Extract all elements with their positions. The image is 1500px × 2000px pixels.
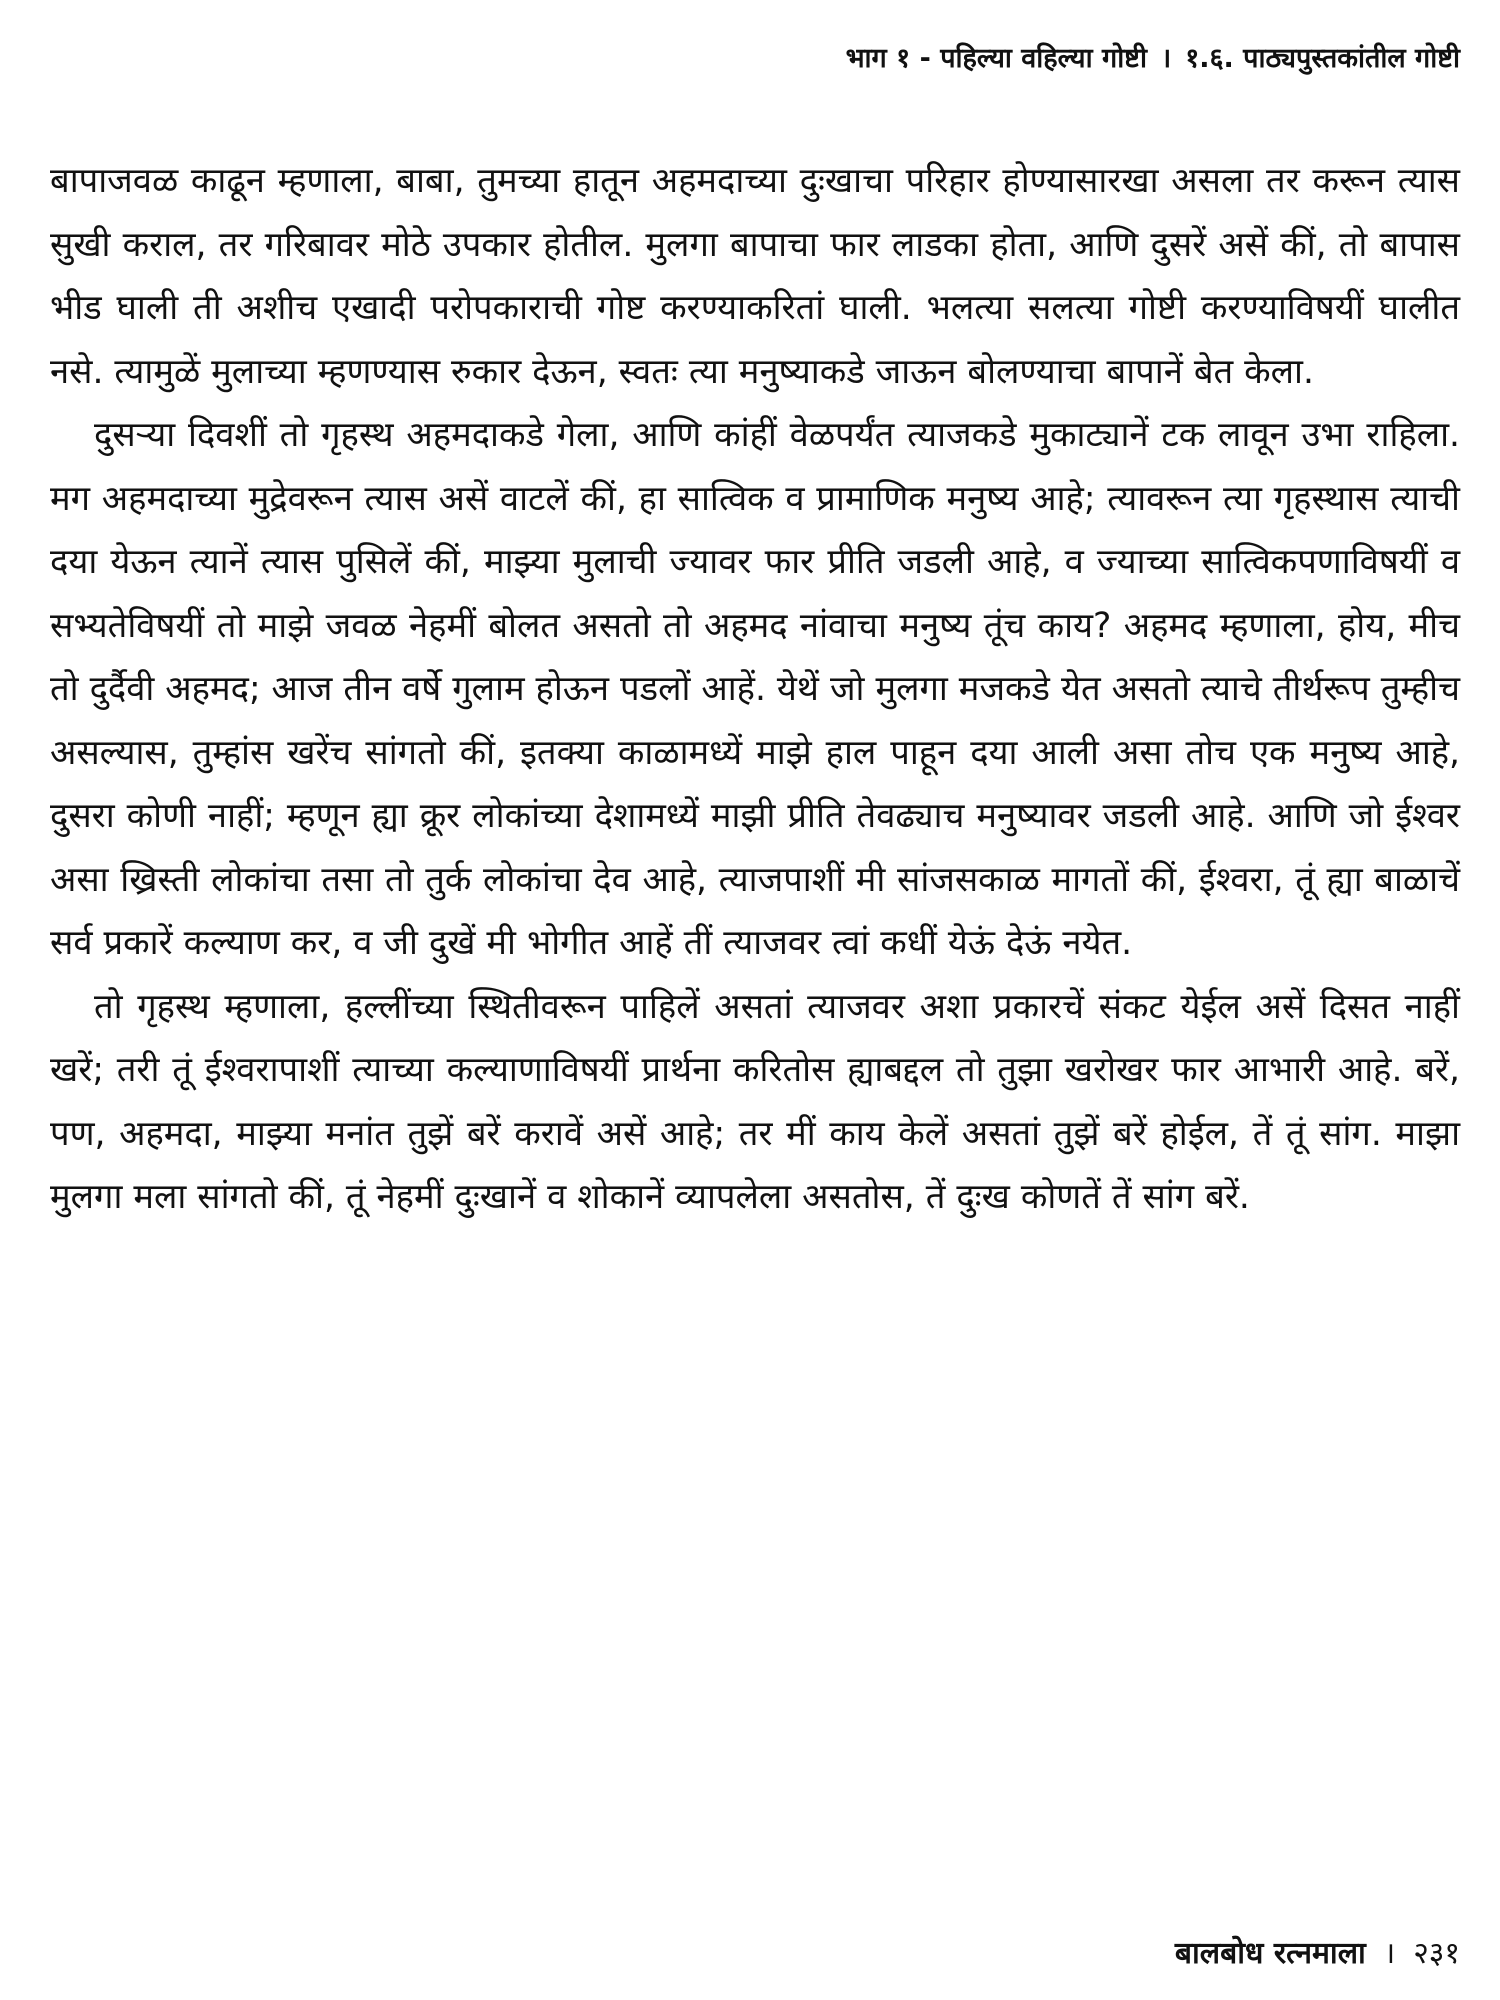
page-number: २३१	[1413, 1936, 1460, 1971]
header-separator: ।	[1160, 43, 1172, 74]
paragraph-3: तो गृहस्थ म्हणाला, हल्लींच्या स्थितीवरून पाहिलें असतां त्याजवर अशा प्रकारचें संकट येईल असें दिसत नाहीं खरें; तरी तूं ईश्वरापाशीं त्याच्या कल्याणाविषयीं प्रार्थना करितोस ह्याबद्दल तो तुझा खरोखर फार आभारी आहे. बरें, पण, अहमदा, माझ्या मनांत तुझें बरें करावें असें आहे; तर मीं काय केलें असतां तुझें बरें होईल, तें तूं सांग. माझा मुलगा मला सांगतो कीं, तूं नेहमीं दुःखानें व शोकानें व्यापलेला असतोस, तें दुःख कोणतें तें सांग बरें.	[50, 986, 1460, 1217]
running-header	[40, 38, 1460, 75]
paragraph-1: बापाजवळ काढून म्हणाला, बाबा, तुमच्या हातून अहमदाच्या दुःखाचा परिहार होण्यासारखा असला तर करून त्यास सुखी कराल, तर गरिबावर मोठे उपकार होतील. मुलगा बापाचा फार लाडका होता, आणि दुसरें असें कीं, तो बापास भीड घाली ती अशीच एखादी परोपकाराची गोष्ट करण्याकरितां घाली. भलत्या सलत्या गोष्टी करण्याविषयीं घालीत नसे. त्यामुळें मुलाच्या म्हणण्यास रुकार देऊन, स्वतः त्या मनुष्याकडे जाऊन बोलण्याचा बापानें बेत केला.	[50, 161, 1460, 392]
page-footer	[1175, 1931, 1460, 1972]
body-text	[50, 150, 1460, 1230]
header-part-title: भाग १ - पहिल्या वहिल्या गोष्टी	[845, 43, 1147, 74]
footer-separator: ।	[1383, 1936, 1396, 1971]
header-section-title: १.६. पाठ्यपुस्तकांतील गोष्टी	[1185, 43, 1460, 74]
paragraph-2: दुसऱ्या दिवशीं तो गृहस्थ अहमदाकडे गेला, आणि कांहीं वेळपर्यंत त्याजकडे मुकाट्यानें टक लावून उभा राहिला. मग अहमदाच्या मुद्रेवरून त्यास असें वाटलें कीं, हा सात्विक व प्रामाणिक मनुष्य आहे; त्यावरून त्या गृहस्थास त्याची दया येऊन त्यानें त्यास पुसिलें कीं, माझ्या मुलाची ज्यावर फार प्रीति जडली आहे, व ज्याच्या सात्विकपणाविषयीं व सभ्यतेविषयीं तो माझे जवळ नेहमीं बोलत असतो तो अहमद नांवाचा मनुष्य तूंच काय? अहमद म्हणाला, होय, मीच तो दुर्दैवी अहमद; आज तीन वर्षे गुलाम होऊन पडलों आहें. येथें जो मुलगा मजकडे येत असतो त्याचे तीर्थरूप तुम्हीच असल्यास, तुम्हांस खरेंच सांगतो कीं, इतक्या काळामध्यें माझे हाल पाहून दया आली असा तोच एक मनुष्य आहे, दुसरा कोणी नाहीं; म्हणून ह्या क्रूर लोकांच्या देशामध्यें माझी प्रीति तेवढ्याच मनुष्यावर जडली आहे. आणि जो ईश्वर असा ख्रिस्ती लोकांचा तसा तो तुर्क लोकांचा देव आहे, त्याजपाशीं मी सांजसकाळ मागतों कीं, ईश्वरा, तूं ह्या बाळाचें सर्व प्रकारें कल्याण कर, व जी दुखें मी भोगीत आहें तीं त्याजवर त्वां कधीं येऊं देऊं नयेत.	[50, 415, 1460, 963]
footer-book-title: बालबोध रत्नमाला	[1174, 1936, 1366, 1971]
